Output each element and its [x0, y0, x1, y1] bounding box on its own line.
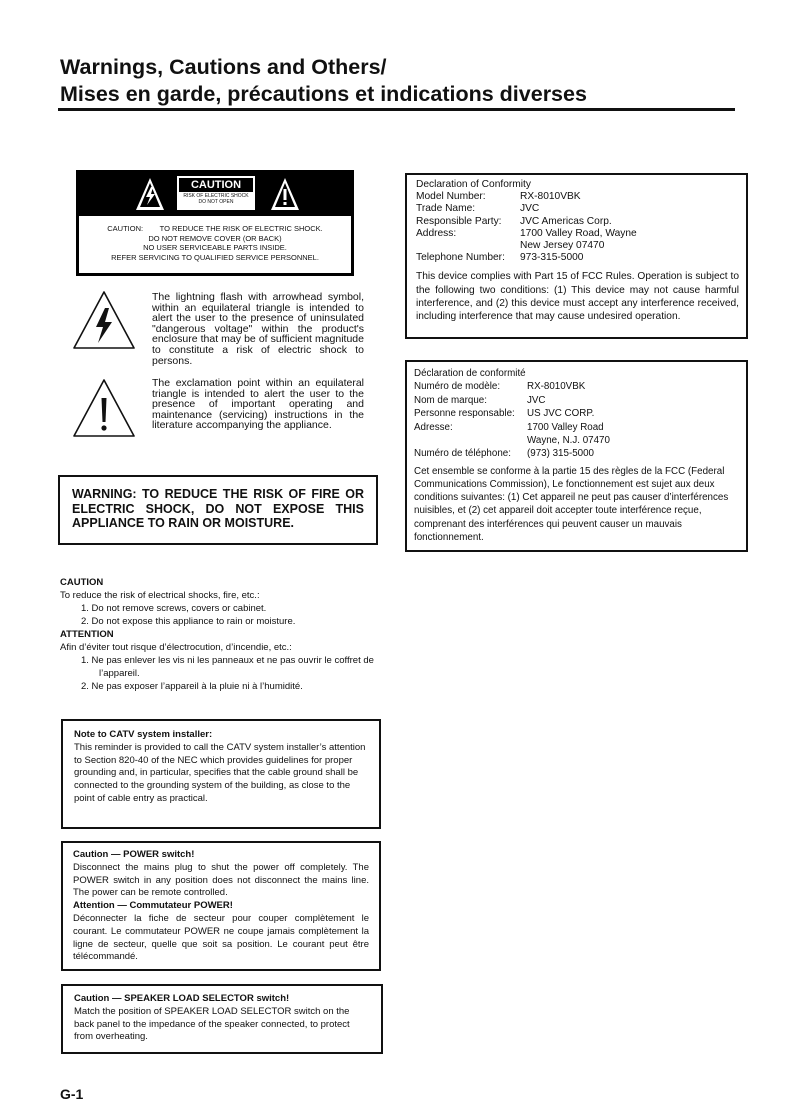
caution-label-sub-2: DO NOT OPEN [198, 199, 234, 205]
doc-fr-row [414, 434, 740, 447]
lightning-triangle-icon [134, 176, 166, 212]
doc-en-value: 973-315-5000 [520, 252, 584, 264]
caution-label-line-4: REFER SERVICING TO QUALIFIED SERVICE PERSONNEL. [111, 252, 319, 262]
speaker-selector-box [61, 984, 383, 1054]
doc-fr-heading: Déclaration de conformité [414, 368, 526, 379]
attention-heading: ATTENTION [60, 629, 114, 640]
caution-label-text [79, 216, 351, 273]
doc-fr-row [414, 380, 740, 393]
doc-en-heading: Declaration of Conformity [416, 179, 531, 190]
doc-en-row [416, 240, 739, 252]
catv-note-box [61, 719, 381, 829]
doc-en-key [416, 240, 520, 252]
doc-fr-key: Numéro de téléphone: [414, 448, 511, 460]
attention-intro: Afin d’éviter tout risque d’électrocution, d’incendie, etc.: [60, 642, 292, 653]
caution-label [76, 170, 354, 276]
caution-label-heading: CAUTION [179, 178, 253, 192]
declaration-of-conformity-en [405, 173, 748, 339]
caution-intro: To reduce the risk of electrical shocks, fire, etc.: [60, 590, 260, 601]
doc-fr-value: 1700 Valley Road [527, 421, 604, 433]
caution-heading: CAUTION [60, 577, 104, 588]
power-body-fr: Déconnecter la fiche de secteur pour couper complètement le courant. Le commutateur POWER ne coupe jamais complètement la ligne de secteur, quelle que soit sa position. Le courant peut être télécommandé. [73, 912, 369, 963]
title-rule [58, 108, 735, 111]
doc-fr-row [414, 394, 740, 407]
caution-label-head [177, 176, 255, 210]
page-title [60, 54, 587, 108]
exclamation-symbol-text: The exclamation point within an equilateral triangle is intended to alert the user to the presence of important operating and maintenance (servicing) instructions in the literature accompanying the appliance. [152, 377, 364, 432]
doc-en-key: Address: [416, 227, 457, 239]
doc-fr-row [414, 447, 740, 460]
doc-fr-row [414, 421, 740, 434]
power-heading-en: Caution — POWER switch! [73, 849, 195, 860]
doc-en-row [416, 216, 739, 228]
doc-fr-key: Personne responsable: [414, 408, 515, 420]
doc-en-value: 1700 Valley Road, Wayne [520, 227, 637, 239]
doc-en-row [416, 191, 739, 203]
title-line-2: Mises en garde, précautions et indications diverses [60, 82, 587, 106]
doc-fr-key: Nom de marque: [414, 394, 487, 406]
doc-en-row [416, 228, 739, 240]
page-number: G-1 [60, 1086, 84, 1102]
attention-item: 2. Ne pas exposer l’appareil à la pluie ni à l’humidité. [81, 681, 303, 692]
caution-label-line-2: DO NOT REMOVE COVER (OR BACK) [148, 233, 282, 243]
doc-en-key: Responsible Party: [416, 215, 502, 227]
warning-text: WARNING: TO REDUCE THE RISK OF FIRE OR ELECTRIC SHOCK, DO NOT EXPOSE THIS APPLIANCE TO RAIN OR MOISTURE. [72, 487, 364, 530]
doc-en-value: JVC Americas Corp. [520, 215, 612, 227]
doc-fr-value: JVC [527, 394, 546, 406]
title-line-1: Warnings, Cautions and Others/ [60, 55, 387, 79]
doc-en-statement: This device complies with Part 15 of FCC Rules. Operation is subject to the following two conditions: (1) This device may not cause harmful interference, and (2) this device must accept any interference received, including interference that may cause undesired operation. [416, 271, 739, 323]
attention-item: 1. Ne pas enlever les vis ni les panneaux et ne pas ouvrir le coffret de l’appareil. [81, 655, 374, 679]
warning-box [58, 475, 378, 545]
power-heading-fr: Attention — Commutateur POWER! [73, 900, 233, 912]
caution-item: 1. Do not remove screws, covers or cabinet. [81, 603, 267, 614]
doc-fr-value: Wayne, N.J. 07470 [527, 435, 610, 447]
doc-fr-key: Adresse: [414, 421, 453, 433]
doc-fr-key [414, 434, 527, 447]
doc-fr-statement: Cet ensemble se conforme à la partie 15 des règles de la FCC (Federal Communications Commission), Le fonctionnement est sujet aux deux conditions suivantes: (1) Cet appareil ne peut pas causer d’interférences nuisibles, et (2) cet appareil doit accepter toute interférence reçue, comprenant des interférences qui peuvent causer un mauvais fonctionnement. [414, 465, 729, 543]
doc-en-value: New Jersey 07470 [520, 240, 605, 252]
exclamation-triangle-icon [269, 176, 301, 212]
doc-en-value: RX-8010VBK [520, 191, 581, 203]
doc-en-row [416, 203, 739, 215]
doc-en-row [416, 252, 739, 264]
caution-label-line-1: CAUTION: TO REDUCE THE RISK OF ELECTRIC SHOCK. [107, 224, 323, 233]
lightning-symbol-text: The lightning flash with arrowhead symbol, within an equilateral triangle is intended to alert the user to the presence of uninsulated "dangerous voltage" within the product's enclosure that may be of sufficient magnitude to constitute a risk of electric shock to persons. [152, 291, 364, 367]
lightning-flash-icon [72, 290, 136, 352]
doc-fr-value: RX-8010VBK [527, 381, 586, 393]
speaker-body: Match the position of SPEAKER LOAD SELECTOR switch on the back panel to the impedance of the speaker connected, to protect from overheating. [74, 1005, 350, 1043]
doc-en-key: Model Number: [416, 191, 486, 203]
power-switch-box [61, 841, 381, 971]
doc-en-key: Telephone Number: [416, 252, 505, 264]
exclamation-point-icon [72, 378, 136, 440]
catv-heading: Note to CATV system installer: [74, 729, 213, 740]
caution-item: 2. Do not expose this appliance to rain or moisture. [81, 616, 296, 627]
doc-en-value: JVC [520, 203, 540, 215]
doc-en-key: Trade Name: [416, 203, 476, 215]
catv-body: This reminder is provided to call the CATV system installer’s attention to Section 820-40 of the NEC which provides guidelines for proper grounding and, in particular, specifies that the cable ground shall be connected to the grounding system of the building, as close to the point of cable entry as practical. [74, 741, 366, 804]
doc-fr-row [414, 407, 740, 420]
doc-fr-value: US JVC CORP. [527, 408, 595, 420]
declaration-of-conformity-fr [405, 360, 748, 552]
power-body-en: Disconnect the mains plug to shut the power off completely. The POWER switch in any position does not disconnect the mains line. The power can be remote controlled. [73, 861, 369, 899]
caution-label-sub-1: RISK OF ELECTRIC SHOCK [183, 193, 249, 199]
speaker-heading: Caution — SPEAKER LOAD SELECTOR switch! [74, 993, 290, 1004]
doc-fr-value: (973) 315-5000 [527, 448, 594, 460]
caution-attention-section [60, 576, 390, 693]
caution-label-line-3: NO USER SERVICEABLE PARTS INSIDE. [143, 243, 287, 252]
doc-fr-key: Numéro de modèle: [414, 381, 501, 393]
